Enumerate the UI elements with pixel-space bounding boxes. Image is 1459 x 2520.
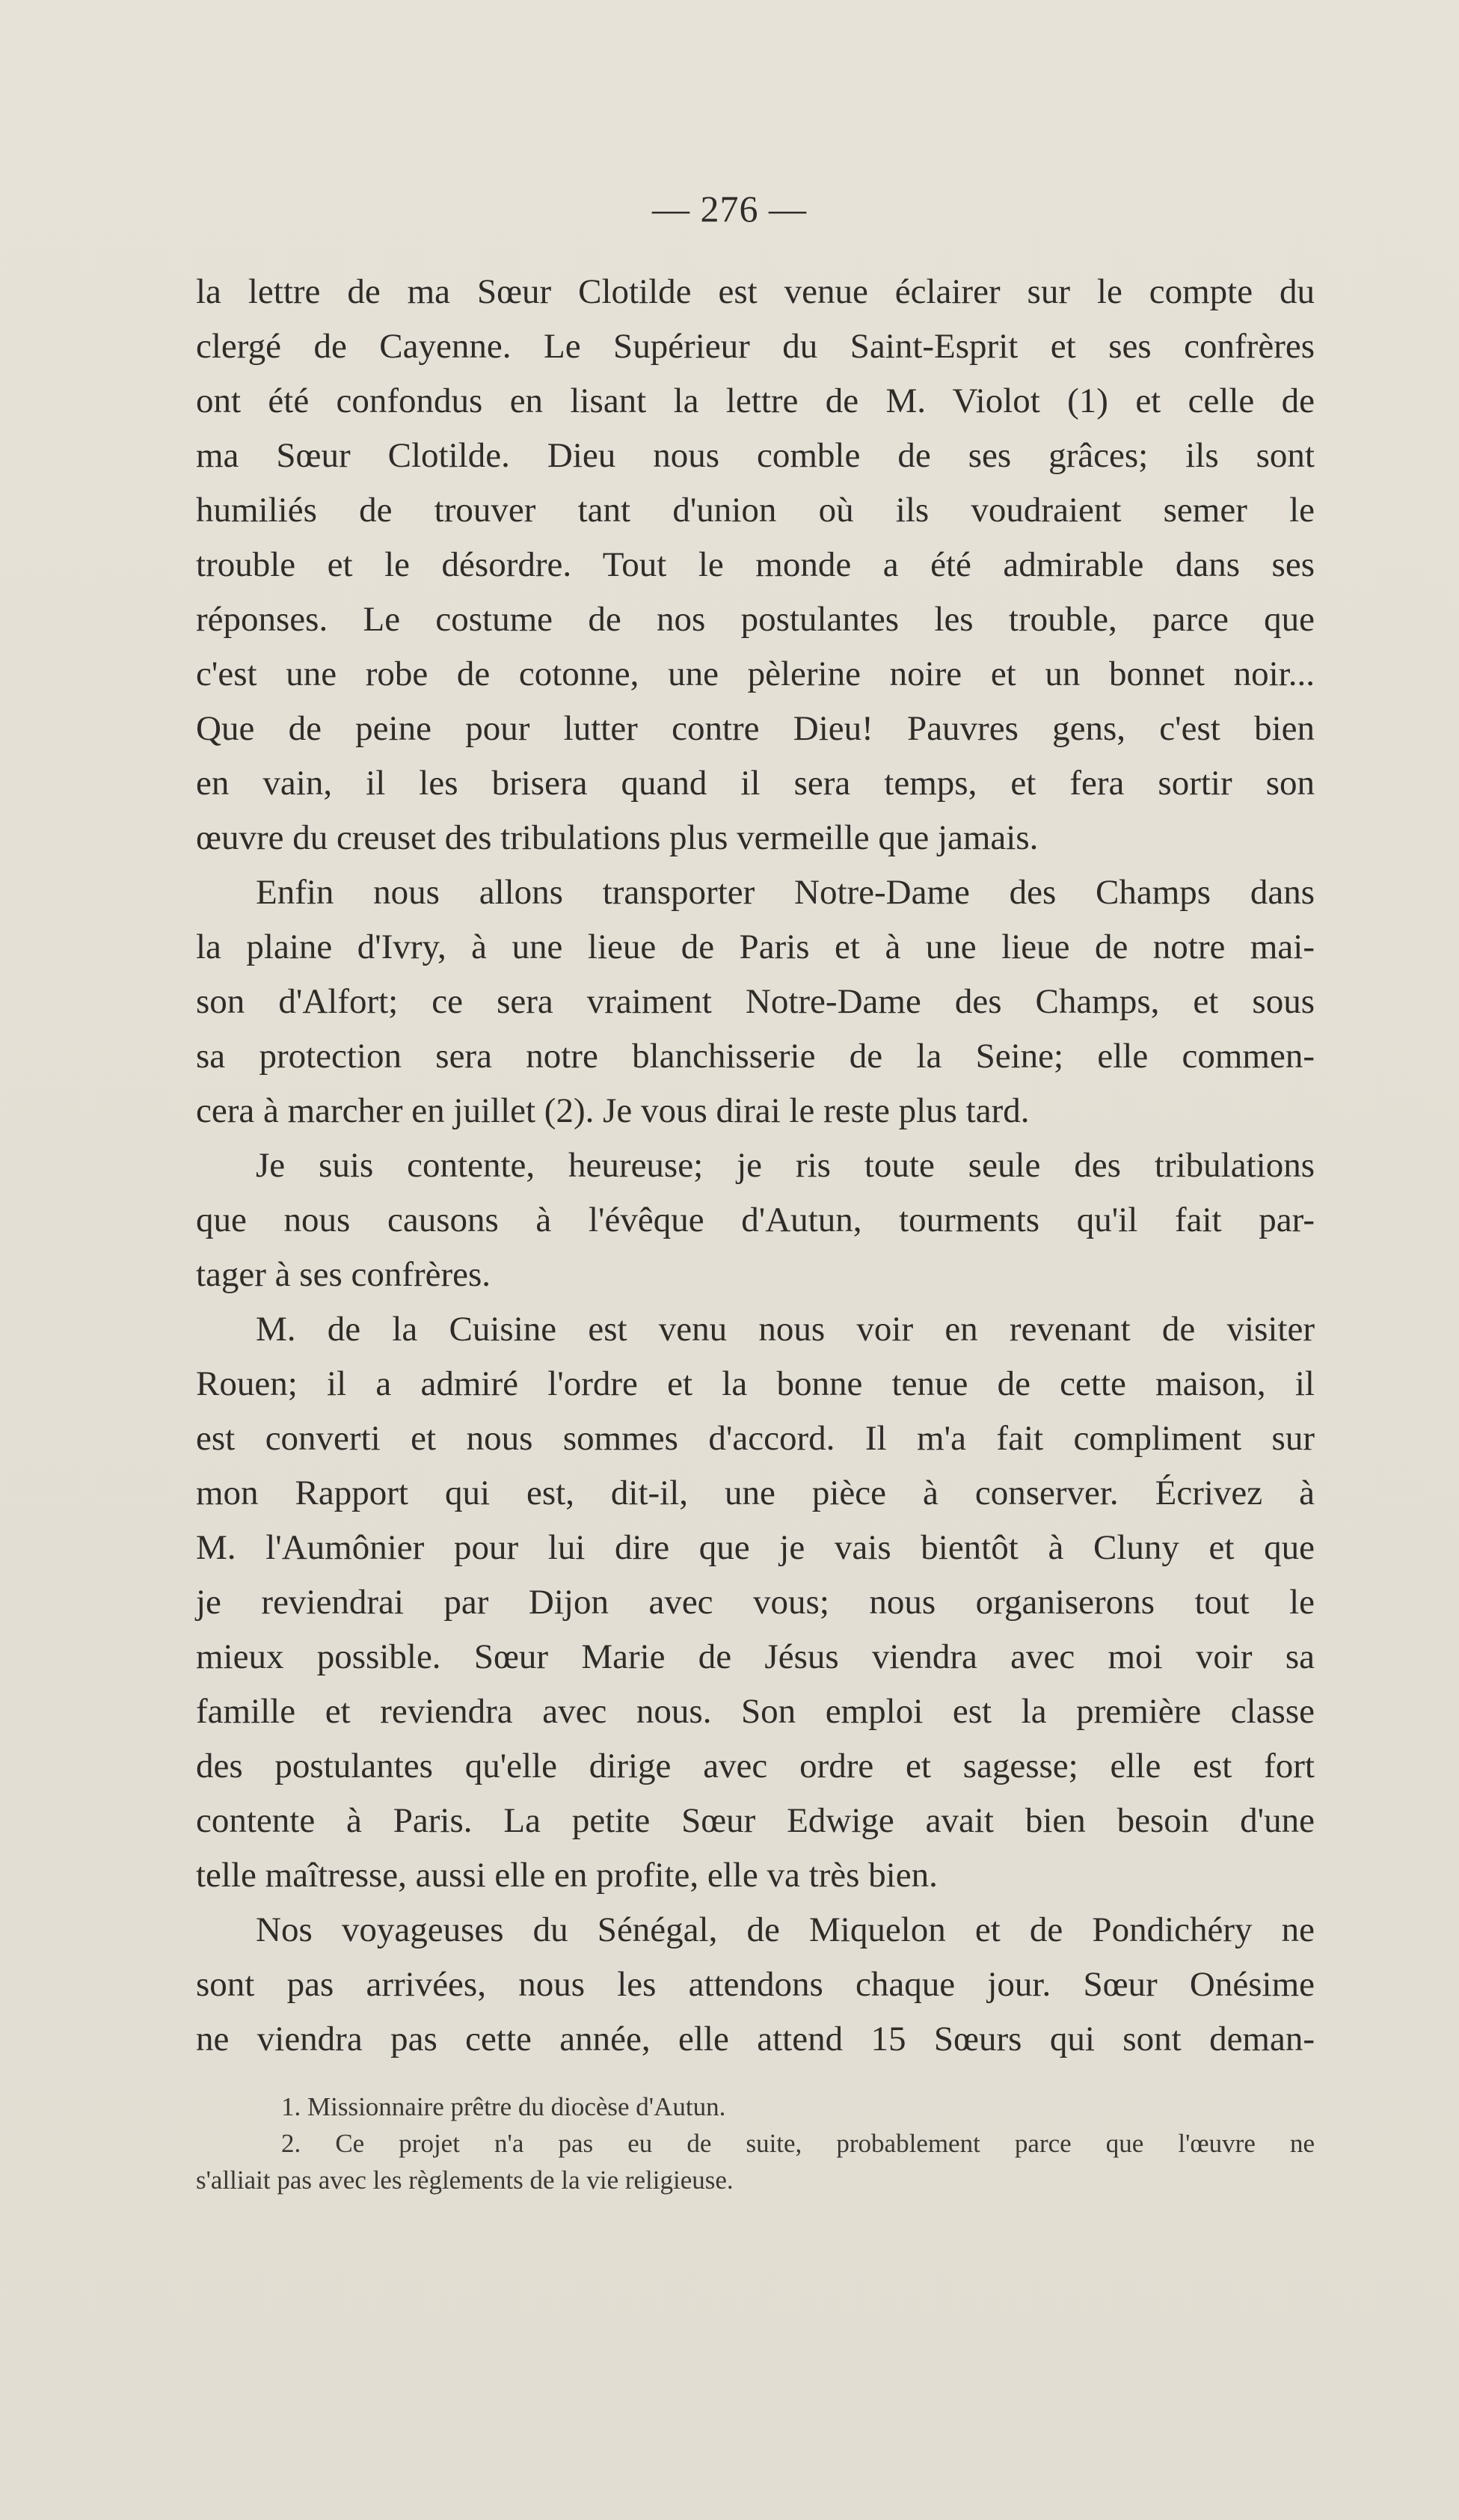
body-line: est converti et nous sommes d'accord. Il m'a fait compliment sur	[196, 1419, 1315, 1458]
body-line: je reviendrai par Dijon avec vous; nous organiserons tout le	[196, 1583, 1315, 1622]
body-line: réponses. Le costume de nos postulantes les trouble, parce que	[196, 600, 1315, 639]
body-line: son d'Alfort; ce sera vraiment Notre-Dame des Champs, et sous	[196, 982, 1315, 1021]
body-line: humiliés de trouver tant d'union où ils voudraient semer le	[196, 491, 1315, 530]
body-line: tager à ses confrères.	[196, 1255, 491, 1294]
body-line: en vain, il les brisera quand il sera temps, et fera sortir son	[196, 764, 1315, 803]
body-line: que nous causons à l'évêque d'Autun, tourments qu'il fait par-	[196, 1201, 1315, 1239]
footnote-line: 1. Missionnaire prêtre du diocèse d'Autun.	[281, 2092, 726, 2121]
body-line: M. de la Cuisine est venu nous voir en revenant de visiter	[256, 1310, 1315, 1349]
body-line: mon Rapport qui est, dit-il, une pièce à conserver. Écrivez à	[196, 1474, 1315, 1512]
footnotes	[196, 2088, 1315, 2198]
footnote-line: s'alliait pas avec les règlements de la vie religieuse.	[196, 2165, 734, 2195]
page-number: — 276 —	[652, 188, 807, 230]
body-line: ma Sœur Clotilde. Dieu nous comble de ses grâces; ils sont	[196, 436, 1315, 475]
body-line: ne viendra pas cette année, elle attend 15 Sœurs qui sont deman-	[196, 2020, 1315, 2058]
body-line: des postulantes qu'elle dirige avec ordre et sagesse; elle est fort	[196, 1747, 1315, 1785]
body-line: la plaine d'Ivry, à une lieue de Paris et à une lieue de notre mai-	[196, 928, 1315, 966]
body-line: ont été confondus en lisant la lettre de M. Violot (1) et celle de	[196, 381, 1315, 420]
body-line: famille et reviendra avec nous. Son emploi est la première classe	[196, 1692, 1315, 1731]
body-line: la lettre de ma Sœur Clotilde est venue éclairer sur le compte du	[196, 272, 1315, 311]
body-line: Rouen; il a admiré l'ordre et la bonne tenue de cette maison, il	[196, 1364, 1315, 1403]
body-line: contente à Paris. La petite Sœur Edwige avait bien besoin d'une	[196, 1801, 1315, 1840]
body-line: Enfin nous allons transporter Notre-Dame des Champs dans	[256, 873, 1315, 912]
body-line: Je suis contente, heureuse; je ris toute seule des tribulations	[256, 1146, 1315, 1185]
footnote-line: 2. Ce projet n'a pas eu de suite, probablement parce que l'œuvre ne	[281, 2129, 1315, 2158]
body-line: œuvre du creuset des tribulations plus vermeille que jamais.	[196, 818, 1039, 857]
body-line: mieux possible. Sœur Marie de Jésus viendra avec moi voir sa	[196, 1637, 1315, 1676]
body-line: cera à marcher en juillet (2). Je vous dirai le reste plus tard.	[196, 1091, 1030, 1130]
body-line: c'est une robe de cotonne, une pèlerine noire et un bonnet noir...	[196, 654, 1315, 693]
body-line: telle maîtresse, aussi elle en profite, elle va très bien.	[196, 1856, 938, 1895]
body-line: clergé de Cayenne. Le Supérieur du Saint-Esprit et ses confrères	[196, 327, 1315, 366]
body-line: Nos voyageuses du Sénégal, de Miquelon et de Pondichéry ne	[256, 1910, 1315, 1949]
body-line: sont pas arrivées, nous les attendons chaque jour. Sœur Onésime	[196, 1965, 1315, 2004]
body-line: sa protection sera notre blanchisserie de la Seine; elle commen-	[196, 1037, 1315, 1076]
body-line: M. l'Aumônier pour lui dire que je vais bientôt à Cluny et que	[196, 1528, 1315, 1567]
body-line: Que de peine pour lutter contre Dieu! Pauvres gens, c'est bien	[196, 709, 1315, 748]
body-text	[196, 265, 1315, 2067]
body-line: trouble et le désordre. Tout le monde a été admirable dans ses	[196, 545, 1315, 584]
